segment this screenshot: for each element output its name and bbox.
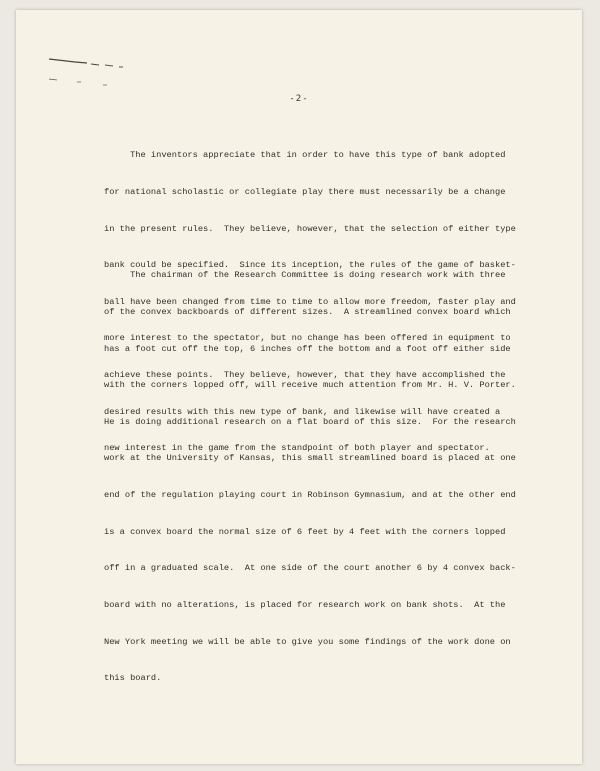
text-line: more interest to the spectator, but no change has been offered in equipment to — [104, 333, 511, 344]
text-line: achieve these points. They believe, however, that they have accomplished the — [104, 370, 506, 381]
text-line: The inventors appreciate that in order to have this type of bank adopted — [104, 150, 506, 161]
page-number: -2- — [289, 94, 309, 104]
typed-page — [16, 10, 582, 764]
text-line: The chairman of the Research Committee is doing research work with three — [104, 270, 506, 281]
pencil-marks — [47, 54, 157, 94]
text-line: has a foot cut off the top, 6 inches off the bottom and a foot off either side — [104, 343, 511, 354]
text-line: work at the University of Kansas, this small streamlined board is placed at one — [104, 453, 516, 464]
text-line: off in a graduated scale. At one side of the court another 6 by 4 convex back- — [104, 563, 516, 574]
text-line: ball have been changed from time to time to allow more freedom, faster play and — [104, 296, 516, 307]
text-line: New York meeting we will be able to give you some findings of the work done on — [104, 636, 511, 647]
text-line: with the corners lopped off, will receive much attention from Mr. H. V. Porter. — [104, 380, 516, 391]
text-line: He is doing additional research on a flat board of this size. For the research — [104, 416, 516, 427]
text-line: is a convex board the normal size of 6 feet by 4 feet with the corners lopped — [104, 526, 506, 537]
text-line: in the present rules. They believe, however, that the selection of either type — [104, 223, 516, 234]
text-line: end of the regulation playing court in Robinson Gymnasium, and at the other end — [104, 490, 516, 501]
text-line: board with no alterations, is placed for research work on bank shots. At the — [104, 599, 506, 610]
text-line: for national scholastic or collegiate play there must necessarily be a change — [104, 187, 506, 198]
text-line: new interest in the game from the standpoint of both player and spectator. — [104, 443, 490, 454]
text-line: this board. — [104, 673, 162, 684]
text-line: desired results with this new type of bank, and likewise will have created a — [104, 406, 501, 417]
text-line: bank could be specified. Since its inception, the rules of the game of basket- — [104, 260, 516, 271]
paragraph-research-committee — [104, 245, 534, 709]
text-line: of the convex backboards of different sizes. A streamlined convex board which — [104, 307, 511, 318]
